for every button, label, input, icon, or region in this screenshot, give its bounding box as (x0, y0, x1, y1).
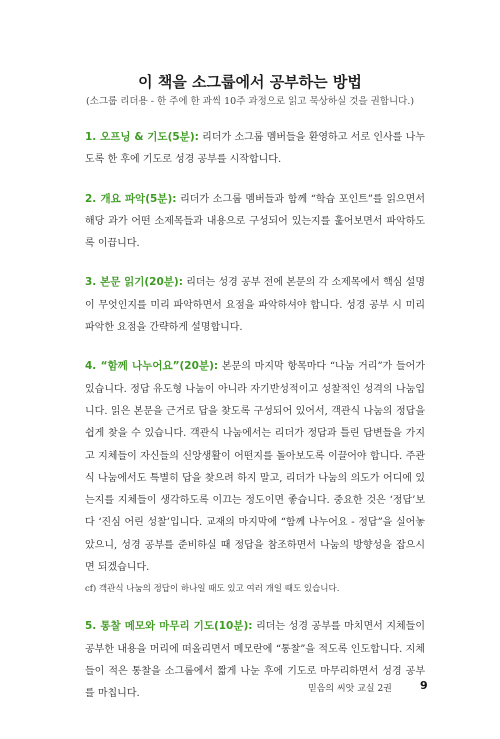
section-heading: 1. 오프닝 & 기도(5분): (85, 131, 199, 143)
main-content (85, 126, 425, 706)
section-opening-prayer (85, 126, 425, 172)
footer-book-title: 믿음의 씨앗 교실 2권 (308, 684, 392, 694)
page-number: 9 (420, 679, 428, 692)
section-overview (85, 188, 425, 256)
section-body: 본문의 마지막 항목마다 “나눔 거리”가 들어가 있습니다. 정답 유도형 나눔이 아니라 자기반성적이고 성찰적인 성격의 나눔입니다. 읽은 본문을 근거로 답을 찾도록 구성되어 있어서, 객관식 나눔의 정답을 쉽게 찾을 수 있습니다. 객관식 나눔에서는 리더가 정답과 틀린 답변들을 가지고 지체들이 자신들의 신앙생활이 어떤지를 돌아보도록 이끌어야 합니다. 주관식 나눔에서도 특별히 답을 찾으려 하지 말고, 리더가 나눔의 의도가 어디에 있는지를 지체들이 생각하도록 이끄는 정도이면 좋습니다. 중요한 것은 ‘정답’보다 ‘진심 어린 성찰’입니다. 교재의 마지막에 “함께 나누어요 - 정답”을 실어놓았으니, 성경 공부를 준비하실 때 정답을 참조하면서 나눔의 방향성을 잡으시면 되겠습니다. (85, 361, 425, 574)
section-heading: 3. 본문 읽기(20분): (85, 276, 183, 289)
section-note: cf) 객관식 나눔의 정답이 하나일 때도 있고 여러 개일 때도 있습니다. (85, 584, 340, 595)
section-body: 리더는 성경 공부를 마치면서 지체들이 공부한 내용을 머리에 떠올리면서 메모란에 “통찰”을 적도록 인도합니다. 지체들이 적은 통찰을 소그룹에서 짧게 나눈 후에 기도로 마무리하면서 성경 공부를 마칩니다. (85, 621, 425, 700)
section-heading: 2. 개요 파악(5분): (85, 192, 177, 205)
page-subtitle: (소그룹 리더용 - 한 주에 한 과씩 10주 과정으로 읽고 묵상하실 것을 권합니다.) (85, 96, 415, 107)
section-body: 리더가 소그룹 멤버들을 환영하고 서로 인사를 나누도록 한 후에 기도로 성경 공부를 시작합니다. (85, 132, 425, 166)
section-reading (85, 271, 425, 339)
section-sharing (85, 355, 425, 579)
section-body: 리더는 성경 공부 전에 본문의 각 소제목에서 핵심 설명이 무엇인지를 미리 파악하면서 요점을 파악하셔야 합니다. 성경 공부 시 미리 파악한 요점을 간략하게 설명합니다. (85, 277, 425, 334)
section-heading: 4. “함께 나누어요”(20분): (85, 360, 219, 373)
section-heading: 5. 통찰 메모와 마무리 기도(10분): (85, 620, 253, 633)
page-title: 이 책을 소그룹에서 공부하는 방법 (138, 73, 362, 91)
section-body: 리더가 소그룹 멤버들과 함께 “학습 포인트”를 읽으면서 해당 과가 어떤 소제목들과 내용으로 구성되어 있는지를 훑어보면서 파악하도록 이끕니다. (85, 193, 425, 250)
